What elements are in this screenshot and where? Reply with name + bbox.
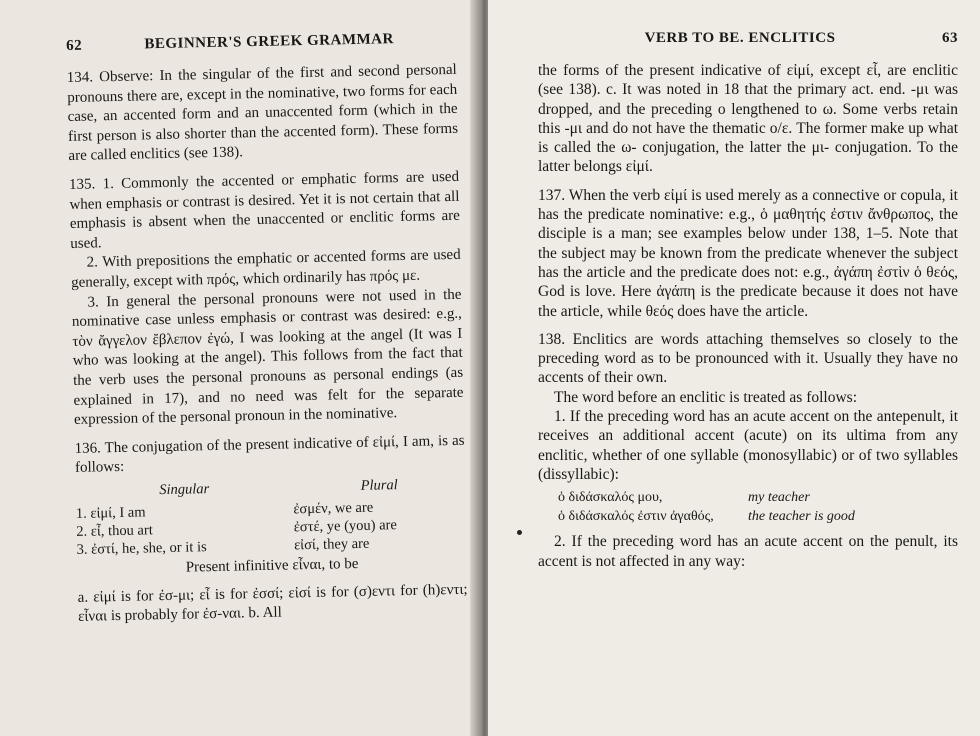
right-running-head xyxy=(538,30,958,47)
left-page-content xyxy=(66,30,468,628)
running-head-title: BEGINNER'S GREEK GRAMMAR xyxy=(144,31,395,53)
left-page xyxy=(0,0,478,736)
section-134: 134. Observe: In the singular of the first and second personal pronouns there are, except in the nominative, two forms for each case, an accented form and an unaccented form (which in the first person is also shorter than the accented form). These forms are called enclitics (see 138). xyxy=(66,61,459,165)
table-cell: 3. ἐστί, he, she, or it is xyxy=(76,539,207,558)
section-136: 136. The conjugation of the present indicative of εἰμί, I am, is as follows: xyxy=(74,432,465,477)
table-cell: ἐσμέν, we are xyxy=(293,499,374,518)
section-135-2: 2. With prepositions the emphatic or accented forms are used generally, except with πρός, which ordinarily has πρός με. xyxy=(70,247,461,291)
margin-dot xyxy=(517,530,522,535)
example-english: my teacher xyxy=(748,490,810,506)
note-a: a. εἰμί is for ἐσ-μι; εἶ is for ἐσσί; εἰσί is for (σ)εντι for (h)εντι; εἶναι is probably for ἐσ-ναι. b. All xyxy=(77,581,468,626)
example-line xyxy=(538,488,958,507)
conjugation-table xyxy=(75,475,467,559)
example-greek: ὁ διδάσκαλός ἐστιν ἀγαθός, xyxy=(558,509,714,525)
running-head-title: VERB TO BE. ENCLITICS xyxy=(644,30,836,46)
right-page-content xyxy=(538,30,958,571)
example-english: the teacher is good xyxy=(748,509,855,525)
section-138-1: 1. If the preceding word has an acute accent on the antepenult, it receives an additional accent (acute) on its ultima from any enclitic, whether of one syllable (monosyllabic) or of two syllables (dissyllabic): xyxy=(538,408,958,483)
section-138-2: 2. If the preceding word has an acute accent on the penult, its accent is not affected in any way: xyxy=(538,533,958,570)
table-cell: 1. εἰμί, I am xyxy=(75,504,146,522)
continued-text: the forms of the present indicative of εἰμί, except εἶ, are enclitic (see 138). c. It was noted in 18 that the primary act. end. -μι was dropped, and the preceding ο lengthened to ω. Some verbs retain this -μι and do not have the thematic ο/ε. The former make up what is called the ω- conjugation, the latter the μι- conjugation. To the latter belongs εἰμί. xyxy=(538,62,958,176)
page-number: 63 xyxy=(942,30,958,46)
example-greek: ὁ διδάσκαλός μου, xyxy=(558,490,663,506)
example-line xyxy=(538,507,958,526)
right-page xyxy=(488,0,980,736)
table-cell: εἰσί, they are xyxy=(293,535,370,554)
left-running-head xyxy=(66,30,456,55)
section-138: 138. Enclitics are words attaching themselves so closely to the preceding word as to be pronounced with it. Usually they have no accents of their own. xyxy=(538,330,958,387)
column-header-plural: Plural xyxy=(360,477,398,494)
page-number: 62 xyxy=(66,37,83,54)
table-cell: ἐστέ, ye (you) are xyxy=(293,517,398,536)
section-135-1: 135. 1. Commonly the accented or emphatic forms are used when emphasis or contrast is desired. Yet it is not certain that all emphasis is absent when the unaccented or enclitic forms are used. xyxy=(68,168,460,252)
section-135-3: 3. In general the personal pronouns were not used in the nominative case unless emphasis or contrast was desired: e.g., τὸν ἄγγελον ἔβλεπον ἐγώ, I was looking at the angel (It was I who was looking at the angel). This follows from the fact that the verb uses the personal pronouns as personal endings (as explained in 17), and no need was felt for the separate expression of the personal pronoun in the nominative. xyxy=(71,286,464,429)
section-138-intro: The word before an enclitic is treated as follows: xyxy=(554,388,857,406)
column-header-singular: Singular xyxy=(159,480,210,499)
table-cell: 2. εἶ, thou art xyxy=(76,522,153,540)
section-137: 137. When the verb εἰμί is used merely as a connective or copula, it has the predicate nominative: e.g., ὁ μαθητής ἐστιν ἄνθρωπος, the disciple is a man; see examples below under 138, 1–5. Note that the subject may be known from the predicate whenever the subject has the article and the predicate does not: e.g., ἀγάπη ἐστὶν ὁ θεός, God is love. Here ἀγάπη is the predicate because it does not have the article, while θεός does have the article. xyxy=(538,186,958,320)
present-infinitive: Present infinitive εἶναι, to be xyxy=(185,555,359,576)
